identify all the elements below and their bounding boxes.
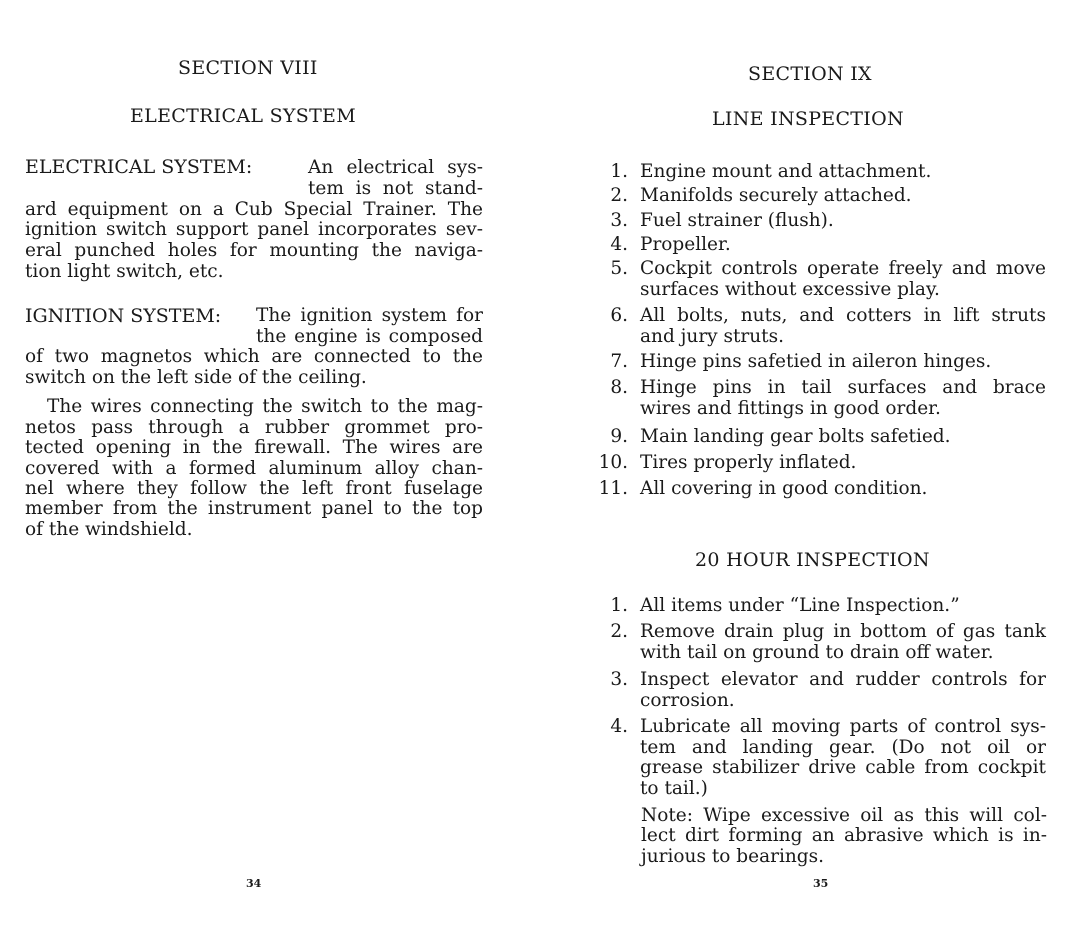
item-line: All covering in good condition. xyxy=(640,478,928,499)
item-line: Manifolds securely attached. xyxy=(640,185,912,206)
item-text xyxy=(640,235,1046,256)
ignition-system-term: IGNITION SYSTEM: xyxy=(25,305,222,327)
item-text xyxy=(640,670,1046,711)
item-text xyxy=(640,596,1046,617)
item-text xyxy=(640,186,1046,207)
item-text xyxy=(640,378,1046,419)
item-line: Lubricate all moving parts of control sys- xyxy=(640,716,1046,737)
item-line: wires and fittings in good order. xyxy=(640,397,941,419)
text-line: the engine is composed xyxy=(256,326,483,347)
text-line: switch on the left side of the ceiling. xyxy=(25,367,367,388)
text-line: ard equipment on a Cub Special Trainer. The xyxy=(25,199,483,220)
item-line: Hinge pins in tail surfaces and brace xyxy=(640,377,1046,398)
item-text xyxy=(640,352,1046,373)
item-number: 1. xyxy=(610,161,628,182)
text-line: The ignition system for xyxy=(256,305,483,326)
item-line: grease stabilizer drive cable from cockpit xyxy=(640,757,1046,778)
item-number: 3. xyxy=(610,669,628,690)
item-line: Engine mount and attachment. xyxy=(640,161,932,182)
section-label: SECTION VIII xyxy=(178,57,318,79)
electrical-system-term: ELECTRICAL SYSTEM: xyxy=(25,156,253,178)
item-line: surfaces without excessive play. xyxy=(640,278,940,300)
item-line: Propeller. xyxy=(640,234,731,255)
item-text xyxy=(640,622,1046,663)
item-line: All items under “Line Inspection.” xyxy=(640,595,960,616)
text-line: An electrical sys- xyxy=(308,157,483,178)
item-number: 7. xyxy=(610,351,628,372)
item-text xyxy=(640,306,1046,347)
text-line: tion light switch, etc. xyxy=(25,261,224,282)
item-number: 2. xyxy=(610,621,628,642)
item-line: Hinge pins safetied in aileron hinges. xyxy=(640,351,992,372)
item-line: Remove drain plug in bottom of gas tank xyxy=(640,621,1046,642)
item-number: 11. xyxy=(598,478,628,499)
page-number: 35 xyxy=(813,877,829,890)
item-line: Fuel strainer (flush). xyxy=(640,210,834,231)
note-line: Note: Wipe excessive oil as this will col- xyxy=(641,805,1047,826)
text-line: of two magnetos which are connected to the xyxy=(25,346,483,367)
item-number: 8. xyxy=(610,377,628,398)
text-line: member from the instrument panel to the top xyxy=(25,498,483,519)
item-number: 5. xyxy=(610,258,628,279)
text-line: netos pass through a rubber grommet pro- xyxy=(25,417,483,438)
item-line: and jury struts. xyxy=(640,325,784,347)
text-line: The wires connecting the switch to the mag- xyxy=(47,396,483,417)
item-line: with tail on ground to drain off water. xyxy=(640,641,994,663)
text-line: nel where they follow the left front fuselage xyxy=(25,478,483,499)
item-text xyxy=(640,211,1046,232)
item-text xyxy=(640,427,1046,448)
item-line: All bolts, nuts, and cotters in lift struts xyxy=(640,305,1046,326)
hour-inspection-title: 20 HOUR INSPECTION xyxy=(695,549,930,571)
item-text xyxy=(640,453,1046,474)
text-line: ignition switch support panel incorporates sev- xyxy=(25,219,483,240)
item-number: 3. xyxy=(610,210,628,231)
right-page xyxy=(540,0,1080,936)
text-line: of the windshield. xyxy=(25,519,193,540)
item-text xyxy=(640,259,1046,300)
item-text xyxy=(640,162,1046,183)
item-text xyxy=(640,479,1046,500)
note-line: jurious to bearings. xyxy=(641,846,825,867)
text-line: tected opening in the firewall. The wires are xyxy=(25,437,483,458)
item-number: 9. xyxy=(610,426,628,447)
text-line: tem is not stand- xyxy=(308,178,483,199)
item-number: 4. xyxy=(610,716,628,737)
note-line: lect dirt forming an abrasive which is in- xyxy=(641,825,1047,846)
page-number: 34 xyxy=(246,877,262,890)
section-label: SECTION IX xyxy=(748,63,872,85)
item-number: 6. xyxy=(610,305,628,326)
item-text xyxy=(640,717,1046,799)
item-line: Tires properly inflated. xyxy=(640,452,857,473)
item-line: Cockpit controls operate freely and move xyxy=(640,258,1046,279)
text-line: covered with a formed aluminum alloy chan- xyxy=(25,458,483,479)
item-number: 10. xyxy=(598,452,628,473)
item-line: Inspect elevator and rudder controls for xyxy=(640,669,1046,690)
item-line: corrosion. xyxy=(640,689,735,711)
text-line: eral punched holes for mounting the naviga- xyxy=(25,240,483,261)
item-line: Main landing gear bolts safetied. xyxy=(640,426,951,447)
item-line: to tail.) xyxy=(640,777,708,799)
item-number: 2. xyxy=(610,185,628,206)
item-line: tem and landing gear. (Do not oil or xyxy=(640,736,1046,758)
section-title: ELECTRICAL SYSTEM xyxy=(130,105,356,127)
item-number: 4. xyxy=(610,234,628,255)
section-title: LINE INSPECTION xyxy=(712,108,904,130)
item-number: 1. xyxy=(610,595,628,616)
